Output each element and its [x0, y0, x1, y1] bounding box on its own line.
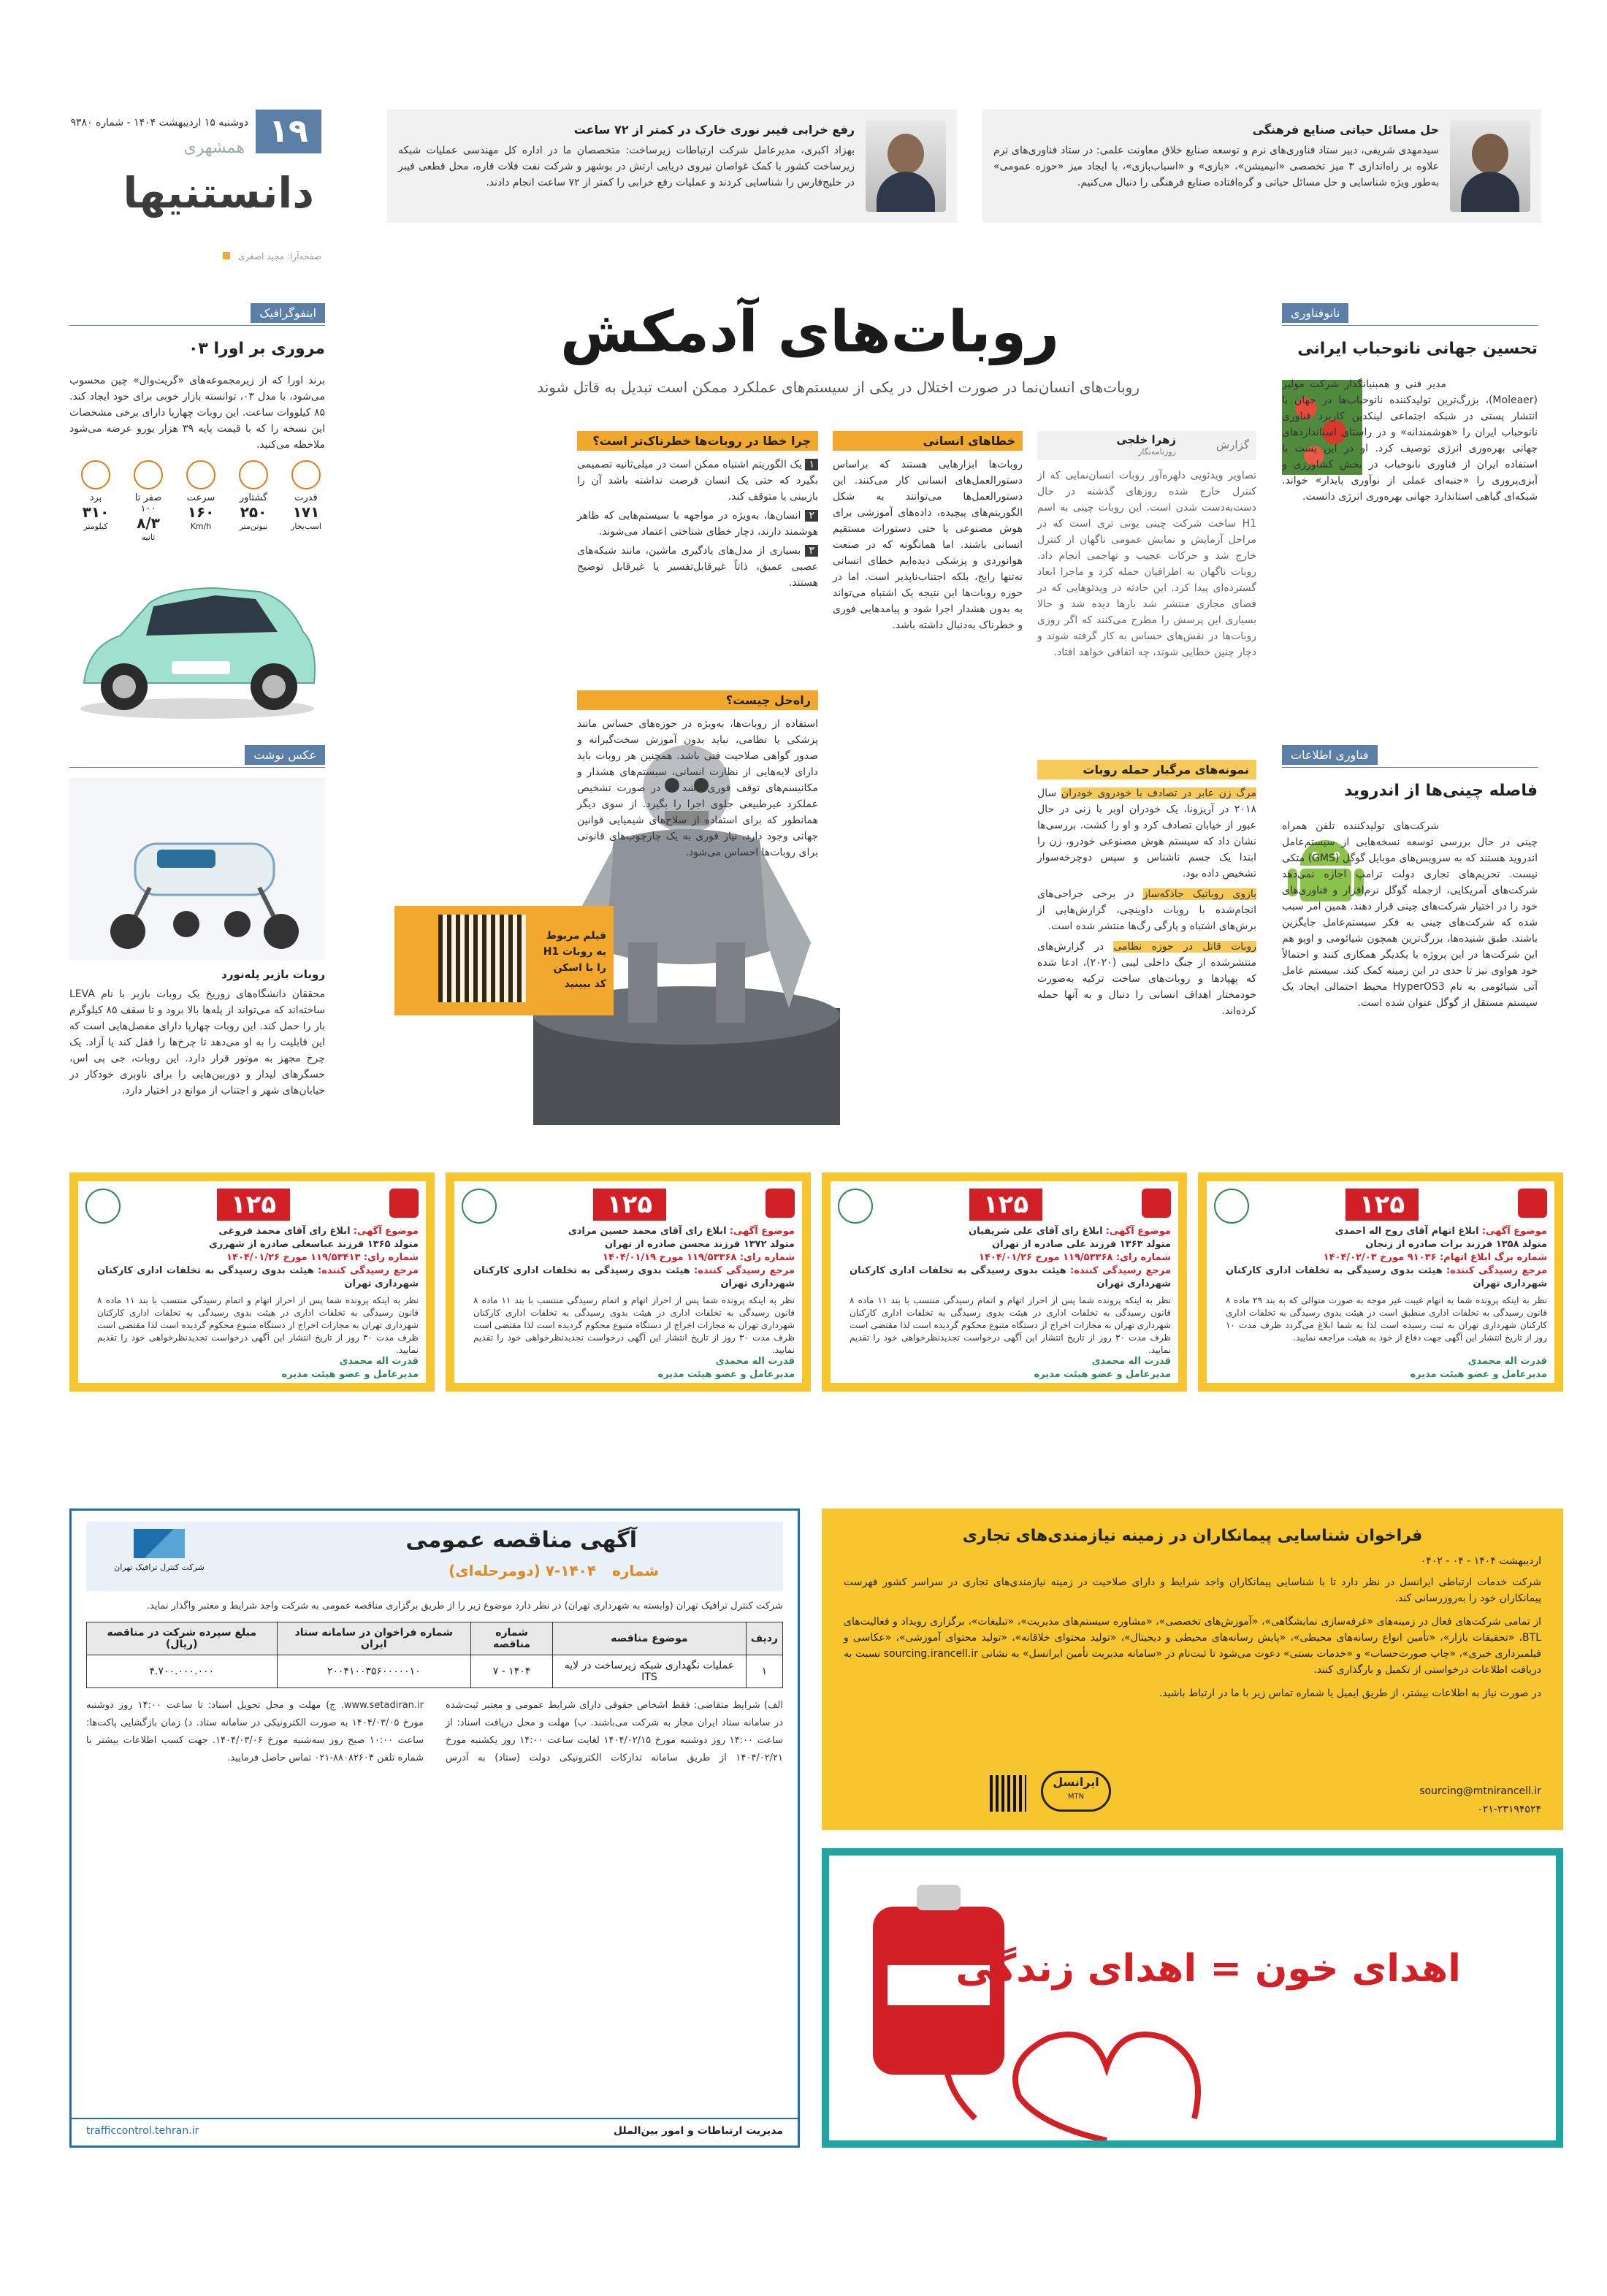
blood-donation-ad	[822, 1848, 1563, 2148]
tender-table	[86, 1622, 783, 1688]
notice-3-subject-label: موضوع آگهی:	[729, 1226, 795, 1237]
notice-4-line3: شماره رای: ۱۱۹/۵۳۴۱۳ مورخ ۱۴۰۴/۰۱/۲۶	[226, 1252, 419, 1263]
why-point-3-text: بسیاری از مدل‌های یادگیری ماشین، مانند شبکه‌های عصبی عمیق، ذاتاً غیرقابل‌تفسیر یا غیرقابل توضیح هستند.	[577, 545, 818, 589]
spec-range-value: ۳۱۰	[82, 503, 110, 521]
irancell-p2: از تمامی شرکت‌های فعال در زمینه‌های «غرفه‌سازی نمایشگاهی»، «آموزش‌های تخصصی»، «مشاوره سیستم‌های مدیریت»، «تبلیغات»، برگزاری رویداد و فعالیت‌های BTL، «تحقیقات بازار»، «تأمین انواع رسانه‌های محیطی»، «پایش رسانه‌های محیطی و دیجیتال»، «تولید محتوای خلاقانه»، «تولید محتوای آموزشی»، «عکاسی و فیلمبرداری خبری»، «چاپ صورت‌حساب» و «خدمات بستی» دعوت می‌شود تا ثبت‌نام در «سامانه مدیریت تأمین ایرانسل» به نشانی sourcing.irancell.ir نسبت به دریافت اطلاعات درخواستی از تکمیل و بارگذاری کنند.	[844, 1616, 1541, 1676]
notice-ad-3	[446, 1172, 811, 1392]
notice-2-body: نظر به اینکه پرونده شما پس از احراز اتهام و اتمام رسیدگی منتسب با بند ۱۱ ماده ۸ قانون رسیدگی به تخلفات اداری در هیئت بدوی رسیدگی به تخلفات اداری کارکنان شهرداری تهران به مجازات اخراج از دستگاه متبوع محکوم گردیده است لذا مقتضی است ظرف مدت ۳۰ روز از تاریخ انتشار این آگهی درخواست تجدیدنظرخواهی خود را تقدیم نمایید.	[850, 1295, 1171, 1355]
spec-power-value: ۱۷۱	[292, 503, 320, 521]
why-point-2-text: انسان‌ها، به‌ویژه در مواجهه با سیستم‌هایی که ظاهر هوشمند دارند، دچار خطای شناختی اعتماد می‌شوند.	[577, 510, 818, 538]
tender-cell-row: ۱	[746, 1655, 782, 1688]
main-story	[387, 292, 1256, 1125]
notice-2-number: ۱۲۵	[969, 1189, 1042, 1221]
human-errors-title: خطاهای انسانی	[833, 431, 1023, 451]
notice-2-line3: شماره رای: ۱۱۹/۵۳۳۶۸ مورخ ۱۴۰۴/۰۱/۲۶	[979, 1252, 1171, 1263]
notice-4-subject: ابلاغ رای آقای محمد فروغی	[218, 1226, 351, 1237]
tender-cell-number: ۱۴۰۴ - ۷	[471, 1655, 553, 1688]
top-news-1-body: سیدمهدی شریفی، دبیر ستاد فناوری‌های نرم و توسعه صنایع خلاق معاونت علمی: در ستاد فناوری‌های نرم علاوه بر راه‌اندازی ۳ میز تخصصی «انیمیشن»، «بازی» و «اسباب‌بازی»، با ایجاد میز «حوزه عمومی» به‌طور ویژه شناسایی و حل مسائل حیاتی و گره‌افتاده صنایع فرهنگی را دنبال می‌کنیم.	[993, 145, 1439, 188]
qr-caption: فیلم مربوط به روبات H1 را با اسکن کد ببینید	[543, 930, 606, 990]
notice-1-logo-icon	[1518, 1189, 1547, 1218]
spec-torque-unit: نیوتن‌متر	[239, 522, 268, 531]
tender-th-row: ردیف	[746, 1622, 782, 1655]
tender-footer	[72, 2118, 798, 2146]
irancell-logo-sub: MTN	[1067, 1793, 1085, 1801]
notice-2-issuer-label: مرجع رسیدگی کننده:	[1070, 1265, 1172, 1276]
tender-ad	[69, 1509, 800, 2148]
human-errors-box	[833, 431, 1023, 633]
spec-torque-label: گشتاور	[239, 492, 268, 503]
spec-range-label: برد	[89, 492, 102, 503]
notice-ad-4	[69, 1172, 435, 1392]
notice-1-number: ۱۲۵	[1345, 1189, 1419, 1221]
it-section	[1282, 745, 1538, 1154]
example-3-body: در گزارش‌های منتشرشده از جنگ داخلی لیبی (۲۰۲۰)، ادعا شده که پهپادها و روبات‌های ساخت ترکیه به‌صورت خودمختار اهداف انسانی را دنبال و به آنها حمله کرده‌اند.	[1037, 941, 1256, 1017]
notice-3-signer: قدرت اله محمدی	[715, 1356, 795, 1367]
irancell-title: فراخوان شناسایی پیمانکاران در زمینه نیازمندی‌های تجاری	[962, 1527, 1423, 1545]
irancell-p3: در صورت نیاز به اطلاعات بیشتر، از طریق ایمیل یا شماره تماس زیر با ما در ارتباط باشید.	[1159, 1687, 1541, 1699]
photo-news-body: محققان دانشگاه‌های زوریخ یک روبات بازبر با نام LEVA ساخته‌اند که می‌تواند از پله‌ها بالا برود و تا سقف ۸۵ کیلوگرم بار را حمل کند. این روبات چهارپا دارای مفصل‌هایی است که این قابلیت را به او می‌دهد تا چرخ‌ها را قفل کند یا آزاد. یک چرخ مجهز به موتور قرار دارد. این روبات، جی پی اس، حسگرهای لیدار و دوربین‌هایی را برای ناوبری خودکار در خیابان‌های شهر و اجتناب از موانع در اختیار دارد.	[69, 988, 325, 1096]
human-errors-body: روبات‌ها ابزارهایی هستند که براساس دستورالعمل‌های انسانی کار می‌کنند. این دستورالعمل‌ها می‌توانند به شکل الگوریتم‌های پیچیده، داده‌های آموزشی برای هوش مصنوعی یا حتی دستورات مستقیم انسانی باشند. اما همانگونه که در صنعت هوانوردی و پزشکی دیده‌ایم خطای انسانی نه‌تنها رایج، بلکه اجتناب‌ناپذیر است. اما در حوزه روبات‌ها این نتیجه یک اشتباه می‌تواند به بدون هشدار اجرا شود و پیامدهایی فوری و خطرناک به‌دنبال داشته باشد.	[833, 459, 1023, 631]
why-point-3: ۳ بسیاری از مدل‌های یادگیری ماشین، مانند شبکه‌های عصبی عمیق، ذاتاً غیرقابل‌تفسیر یا غیرقابل توضیح هستند.	[577, 545, 818, 589]
irancell-date: اردیبهشت ۱۴۰۴ - ۰۴ - ۰۴۰۲	[1420, 1555, 1541, 1567]
notice-3-signer-role: مدیرعامل و عضو هیئت مدیره	[657, 1369, 795, 1380]
notice-3-seal-icon	[462, 1189, 497, 1224]
tender-company-logo	[101, 1529, 218, 1584]
portrait-sharifi	[1450, 121, 1530, 212]
why-box	[577, 431, 818, 591]
qr-box	[394, 906, 614, 1015]
spec-power	[287, 460, 325, 532]
solution-title: راه‌حل چیست؟	[577, 690, 818, 710]
spec-speed	[182, 460, 220, 532]
notice-ad-1	[1198, 1172, 1563, 1392]
report-label: گزارش	[1215, 438, 1249, 451]
spec-speed-label: سرعت	[186, 492, 215, 503]
examples-box	[1037, 760, 1256, 1019]
tender-cell-subject: عملیات نگهداری شبکه زیرساخت در لایه ITS	[553, 1655, 747, 1688]
nano-tag: نانوفناوری	[1282, 303, 1348, 323]
example-1-body: سال ۲۰۱۸ در آریزونا، یک خودران اوبر با زنی در حال عبور از خیابان تصادف کرد و او را کشت. بررسی‌ها نشان داد که سیستم هوش مصنوعی خودرو، زن را ابتدا یک جسم ناشناس و سپس دوچرخه‌سوار تشخیص داده بود.	[1037, 787, 1256, 880]
spec-icons-row	[69, 460, 325, 541]
example-3-head: روبات قاتل در حوزه نظامی	[1113, 941, 1256, 953]
why-point-1: ۱ یک الگوریتم اشتباه ممکن است در میلی‌ثانیه تصمیمی بگیرد که حتی یک انسان فرصت نداشته باشد آن را بازبینی یا متوقف کند.	[577, 459, 818, 503]
notice-1-issuer-label: مرجع رسیدگی کننده:	[1446, 1265, 1548, 1276]
notice-1-seal-icon	[1214, 1189, 1249, 1224]
infographic-title: مروری بر اورا ۰۳	[188, 340, 325, 358]
photo-news-tag: عکس نوشت	[245, 745, 325, 765]
infographic-tag: اینفوگرافیک	[251, 303, 325, 323]
portrait-akbari	[866, 121, 946, 212]
example-1	[1037, 785, 1256, 882]
irancell-logo-text: ایرانسل	[1053, 1775, 1099, 1789]
report-byline	[1037, 431, 1256, 460]
tender-header	[86, 1522, 783, 1591]
spec-accel-unit: ثانیه	[141, 533, 156, 542]
tender-number: ۱۴۰۴-۷ (دومرحله‌ای)	[448, 1562, 597, 1579]
notice-2-seal-icon	[838, 1189, 873, 1224]
notice-3-body: نظر به اینکه پرونده شما پس از احراز اتهام و اتمام رسیدگی منتسب با بند ۱۱ ماده ۸ قانون رسیدگی به تخلفات اداری در هیئت بدوی رسیدگی به تخلفات اداری کارکنان شهرداری تهران به مجازات اخراج از دستگاه متبوع محکوم گردیده است لذا مقتضی است ظرف مدت ۳۰ روز از تاریخ انتشار این آگهی درخواست تجدیدنظرخواهی خود را تقدیم نمایید.	[473, 1295, 795, 1355]
example-3	[1037, 939, 1256, 1019]
tender-website[interactable]: trafficcontrol.tehran.ir	[86, 2125, 199, 2137]
stopwatch-icon	[134, 460, 163, 489]
notice-ad-2	[822, 1172, 1187, 1392]
nano-title: تحسین جهانی نانوحباب ایرانی	[1297, 340, 1538, 358]
ora-car-image	[69, 544, 325, 727]
tender-th-number: شماره مناقصه	[471, 1622, 553, 1655]
irancell-phone: ۰۲۱-۲۳۱۹۴۵۲۴	[1477, 1804, 1541, 1815]
notice-2-signer-role: مدیرعامل و عضو هیئت مدیره	[1034, 1369, 1171, 1380]
top-news-1	[982, 110, 1541, 223]
tender-intro: شرکت کنترل ترافیک تهران (وابسته به شهرداری تهران) در نظر دارد موضوع زیر را از طریق برگزاری مناقصه عمومی به شرکت واجد شرایط و معتبر واگذار نماید.	[146, 1601, 783, 1612]
notice-4-number: ۱۲۵	[217, 1189, 290, 1221]
engine-icon	[291, 460, 321, 489]
solution-body: استفاده از روبات‌ها، به‌ویژه در حوزه‌های حساس مانند پزشکی یا نظامی، نباید بدون آموزش سخت‌گیرانه و صدور گواهی صلاحیت فنی باشد. همچنین هر روبات باید دارای لایه‌هایی از نظارت انسانی، سیستم‌های هشدار و مکانیسم‌های توقف فوری باشد که در صورت تشخیص عملکرد غیرطبیعی جلوی اجرا را بگیرد. از سوی دیگر همانطور که برای استفاده از سلاح‌های شیمیایی قوانین جهانی وجود دارد، نیاز فوری به یک چارچوب‌های قانونی برای روبات‌ها احساس می‌شود.	[577, 718, 818, 858]
notice-4-line2: متولد ۱۳۶۵ فرزند عباسعلی صادره از شهرری	[208, 1239, 419, 1250]
example-2-body: در برخی جراحی‌های انجام‌شده با روبات داوینچی، گزارش‌هایی از برش‌های اشتباه و پارگی رگ‌ها منتشر شده است.	[1037, 888, 1256, 932]
examples-title: نمونه‌های مرگبار حمله روبات	[1037, 760, 1256, 779]
nano-section	[1282, 303, 1538, 741]
it-tag: فناوری اطلاعات	[1282, 745, 1378, 765]
notice-4-signer: قدرت اله محمدی	[339, 1356, 419, 1367]
main-subhead: روبات‌های انسان‌نما در صورت اختلال در یکی از سیستم‌های عملکرد ممکن است تبدیل به قاتل شوند	[537, 378, 1140, 396]
notice-2-logo-icon	[1142, 1189, 1171, 1218]
masthead	[69, 110, 321, 278]
solution-box	[577, 690, 818, 861]
notice-4-header	[97, 1225, 419, 1291]
spec-torque-value: ۲۵۰	[240, 503, 267, 521]
spec-accel-label: صفر تا ۱۰۰	[134, 492, 162, 514]
main-headline: روبات‌های آدمکش	[560, 300, 1059, 365]
notice-1-body: نظر به اینکه پرونده شما به اتهام غیبت غیر موجه به صورت متوالی که به بند ۲۹ ماده ۸ قانون رسیدگی به تخلفات اداری منطبق است در هیئت بدوی رسیدگی به تخلفات اداری کارکنان شهرداری تهران به ثبت رسیده است لذا به شما ابلاغ می‌گردد ظرف مدت ۱۰ روز از تاریخ انتشار این آگهی جهت دفاع از خود به هیئت مراجعه نمایید.	[1226, 1295, 1547, 1343]
editor-credit	[73, 248, 321, 260]
notice-4-issuer: هیئت بدوی رسیدگی به تخلفات اداری کارکنان شهرداری تهران	[97, 1265, 419, 1289]
tender-th-subject: موضوع مناقصه	[553, 1622, 747, 1655]
section-title: دانستنیها	[123, 168, 314, 218]
notice-2-subject-label: موضوع آگهی:	[1105, 1226, 1171, 1237]
top-news-2	[387, 110, 957, 223]
it-body: شرکت‌های تولیدکننده تلفن همراه چینی در حال بررسی توسعه نسخه‌هایی از سیستم‌عامل اندروید هستند که به سرویس‌های موبایل گوگل (GMS) متکی نیست. تحریم‌های تجاری دولت ترامپ اجازه نمی‌دهد شرکت‌های آمریکایی، ازجمله گوگل نرم‌افزار و فناوری‌های خود را در اختیار شرکت‌های چینی قرار دهند. همین امر سبب شده که شرکت‌های چینی به فکر سیستم‌عامل جایگزین باشند. طبق شنیده‌ها، بزرگ‌ترین همچون شیائومی و اوپو هم این شرکت‌ها در این پروژه با یکدیگر همکاری کنند و احتمالاً خود هواوی نیز تا حدی در این زمینه کمک کند. سیستم عامل آتی شیائومی به نام HyperOS3 محیط احتمالی ایجاد یک سیستم مستقل از گوگل عنوان شده است.	[1282, 820, 1538, 1009]
notice-2-issuer: هیئت بدوی رسیدگی به تخلفات اداری کارکنان شهرداری تهران	[850, 1265, 1171, 1289]
tender-th-deposit: مبلغ سپرده شرکت در مناقصه (ریال)	[87, 1622, 278, 1655]
speedometer-icon	[186, 460, 215, 489]
notice-4-signer-role: مدیرعامل و عضو هیئت مدیره	[281, 1369, 419, 1380]
road-icon	[81, 460, 110, 489]
author-name: زهرا خلجی	[1116, 433, 1176, 446]
photo-news-section	[69, 745, 325, 1125]
table-row	[87, 1655, 783, 1688]
irancell-p1: شرکت خدمات ارتباطی ایرانسل در نظر دارد تا با شناسایی پیمانکاران واجد شرایط و دارای صلاحیت در زمینه نیازمندی‌های تجاری در سراسر کشور فهرست پیمانکاران خود را به‌روزرسانی کند.	[844, 1576, 1541, 1604]
qr-code-icon	[438, 915, 526, 1002]
notice-4-body: نظر به اینکه پرونده شما پس از احراز اتهام و اتمام رسیدگی منتسب با بند ۱۱ ماده ۸ قانون رسیدگی به تخلفات اداری در هیئت بدوی رسیدگی به تخلفات اداری کارکنان شهرداری تهران به مجازات اخراج از دستگاه متبوع محکوم گردیده است لذا مقتضی است ظرف مدت ۳۰ روز از تاریخ انتشار این آگهی درخواست تجدیدنظرخواهی خود را تقدیم نمایید.	[97, 1295, 419, 1355]
blood-bag-heart-image	[829, 1856, 1556, 2140]
spec-speed-value: ۱۶۰	[187, 503, 215, 521]
irancell-email[interactable]: sourcing@mtnirancell.ir	[1419, 1785, 1541, 1797]
top-news-1-title: حل مسائل حیاتی صنایع فرهنگی	[1252, 123, 1439, 137]
spec-range	[77, 460, 115, 532]
tender-notes: الف) شرایط متقاضی: فقط اشخاص حقوقی دارای شرایط عمومی و معتبر ثبت‌شده در سامانه ستاد ایران مجاز به شرکت می‌باشند. ب) مهلت و محل دریافت اسناد: از ساعت ۱۴:۰۰ روز دوشنبه مورخ ۱۴۰۴/۰۲/۱۵ لغایت ساعت ۱۴:۰۰ روز یکشنبه مورخ ۱۴۰۴/۰۲/۲۱ از طریق سامانه تدارکات الکترونیکی دولت (ستاد) به آدرس www.setadiran.ir. ج) مهلت و محل تحویل اسناد: تا ساعت ۱۴:۰۰ روز دوشنبه مورخ ۱۴۰۴/۰۳/۰۵ به صورت الکترونیکی در سامانه ستاد. د) زمان بازگشایی پاکت‌ها: ساعت ۱۰:۰۰ صبح روز سه‌شنبه مورخ ۱۴۰۴/۰۳/۰۶. جهت کسب اطلاعات بیشتر با شماره تلفن ۸۸۰۸۲۶۰۴-۰۲۱ تماس حاصل فرمایید.	[86, 1700, 783, 1763]
notice-3-line2: متولد ۱۳۷۲ فرزند محسن صادره از تهران	[605, 1239, 795, 1250]
irancell-logo	[1041, 1771, 1111, 1812]
notice-3-subject: ابلاغ رای آقای محمد حسین مرادی	[568, 1226, 727, 1237]
example-2-head: بازوی روباتیک جاذکه‌ساز	[1142, 888, 1256, 900]
date-line: دوشنبه ۱۵ اردیبهشت ۱۴۰۴ - شماره ۹۳۸۰	[70, 117, 248, 129]
notice-3-issuer-label: مرجع رسیدگی کننده:	[694, 1265, 795, 1276]
notice-2-line2: متولد ۱۳۶۳ فرزند علی صادره از تهران	[992, 1239, 1171, 1250]
notice-1-header	[1226, 1225, 1547, 1291]
page-number: ۱۹	[256, 110, 321, 153]
notice-3-logo-icon	[766, 1189, 795, 1218]
tender-title: آگهی مناقصه عمومی	[405, 1528, 637, 1553]
main-intro: تصاویر ویدئویی دلهره‌آور روبات انسان‌نمایی که از کنترل خارج شده روزهای گذشته در حال دست‌به‌دست شدن است. این روبات چینی به اسم H1 ساخت شرکت چینی یونی تری است که در مراحل آزمایش و نمایش عمومی ناگهان از کنترل خارج شد و حرکات عجیب و تهاجمی انجام داد. روبات ناگهان به اطرافیان حمله کرد و ماجرا ابعاد گسترده‌ای پیدا کرد. این حادثه در ویدئوهایی که در فضای مجازی منتشر شد بارها دیده شد و حالا بسیاری این پرسش را مطرح می‌کنند که اگر روزی روبات‌ها در نقش‌های حساس به کار گرفته شوند و دچار چنین خطایی شوند، چه اتفاقی خواهد افتاد.	[1037, 470, 1256, 658]
infographic-section	[69, 303, 325, 741]
why-point-2: ۲ انسان‌ها، به‌ویژه در مواجهه با سیستم‌هایی که ظاهر هوشمند دارند، دچار خطای شناختی اعتماد می‌شوند.	[577, 510, 818, 538]
example-1-head: مرگ زن عابر در تصادف با خودروی خودران	[1061, 787, 1256, 799]
tender-number-row	[448, 1562, 659, 1579]
notice-3-header	[473, 1225, 795, 1291]
nano-body: مدیر فنی و همبنیانگذار شرکت مولیر (Moleaer)، بزرگ‌ترین تولیدکننده نانوحباب‌ها در جهان با انتشار پستی در شبکه اجتماعی لینکدین کاربرد فناوری نانوحباب ایران را «هوشمندانه» و در راستای استانداردهای جهانی بهره‌وری انرژی توصیف کرد. او در این پست با استفاده ایران از فناوری نانوحباب در بخش کشاورزی و آبزی‌پروری را «جنبه‌ای عملی از نوآوری پایدار» خواند. شبکه‌ای گیاهی استاندارد جهانی بهره‌وری انرژی دانست.	[1282, 378, 1538, 503]
notice-3-line3: شماره رای: ۱۱۹/۵۳۳۶۸ مورخ ۱۴۰۴/۰۱/۱۹	[603, 1252, 795, 1263]
spec-power-label: قدرت	[294, 492, 318, 503]
tender-th-setad: شماره فراخوان در سامانه ستاد ایران	[277, 1622, 471, 1655]
tender-company: شرکت کنترل ترافیک تهران	[114, 1563, 205, 1572]
tender-cell-setad: ۲۰۰۴۱۰۰۳۵۶۰۰۰۰۰۱۰	[277, 1655, 471, 1688]
traffic-logo-icon	[134, 1529, 185, 1558]
top-news-2-body: بهزاد اکبری، مدیرعامل شرکت ارتباطات زیرساخت: متخصصان ما در اداره کل مهندسی عملیات شبکه زیرساخت کشور با کمک غواصان نیروی دریایی ارتش در بوشهر و شرکت نفت فلات قاره، محل قطعی فیبر در خلیج‌فارس را شناسایی کردند و عملیات رفع خرابی را کمتر از ۷۲ ساعت انجام دادند.	[398, 145, 855, 188]
example-2	[1037, 886, 1256, 934]
why-title: چرا خطا در روبات‌ها خطرناک‌تر است؟	[577, 431, 818, 451]
tender-footer-text: مدیریت ارتباطات و امور بین‌الملل	[613, 2125, 783, 2137]
it-title: فاصله چینی‌ها از اندروید	[1344, 782, 1538, 800]
notice-1-signer: قدرت اله محمدی	[1467, 1356, 1547, 1367]
notice-4-seal-icon	[85, 1189, 121, 1224]
photo-news-title: روبات بازیر پله‌نورد	[221, 968, 325, 981]
tender-cell-deposit: ۴.۷۰۰.۰۰۰.۰۰۰	[87, 1655, 278, 1688]
notice-4-issuer-label: مرجع رسیدگی کننده:	[318, 1265, 419, 1276]
author-role: روزنامه‌نگار	[1138, 447, 1176, 457]
notice-2-header	[850, 1225, 1171, 1291]
notice-4-logo-icon	[389, 1189, 419, 1218]
notice-1-subject-label: موضوع آگهی:	[1481, 1226, 1547, 1237]
torque-icon	[239, 460, 268, 489]
paper-name: همشهری	[183, 139, 245, 157]
notice-2-signer: قدرت اله محمدی	[1091, 1356, 1171, 1367]
top-news-2-title: رفع خرابی فیبر نوری خارک در کمتر از ۷۲ ساعت	[573, 123, 855, 137]
tender-table-header	[87, 1622, 783, 1655]
spec-accel	[129, 460, 167, 543]
notice-3-number: ۱۲۵	[593, 1189, 666, 1221]
blood-slogan: اهدای خون = اهدای زندگی	[955, 1947, 1461, 1991]
notice-3-issuer: هیئت بدوی رسیدگی به تخلفات اداری کارکنان شهرداری تهران	[473, 1265, 795, 1289]
tender-number-label: شماره	[612, 1562, 659, 1579]
notice-1-subject: ابلاغ اتهام آقای روح اله احمدی	[1335, 1226, 1479, 1237]
infographic-body: برند اورا که از زیرمجموعه‌های «گریت‌وال» چین محسوب می‌شود، با مدل ۰۳، توانسته بازار خوبی برای خود ایجاد کند. ۸۵ کیلووات ساعت. این روبات چهارپا دارای برخی مشخصات این نسخه را که با قیمت پایه ۳۹ هزار یورو عرضه می‌شود ملاحظه می‌کنید.	[69, 375, 325, 451]
spec-power-unit: اسب‌بخار	[291, 522, 321, 531]
notice-2-subject: ابلاغ رای آقای علی شریفیان	[969, 1226, 1103, 1237]
notice-1-line2: متولد ۱۳۵۸ فرزند برات صادره از زنجان	[1365, 1239, 1547, 1250]
spec-speed-unit: Km/h	[190, 522, 212, 531]
why-point-1-text: یک الگوریتم اشتباه ممکن است در میلی‌ثانیه تصمیمی بگیرد که حتی یک انسان فرصت نداشته باشد آن را بازبینی یا متوقف کند.	[577, 459, 818, 503]
notice-4-subject-label: موضوع آگهی:	[353, 1226, 419, 1237]
editor-name: صفحه‌آرا: مجید اصغری	[238, 251, 321, 262]
irancell-ad	[822, 1509, 1563, 1830]
leva-robot-image	[69, 778, 325, 961]
notice-1-line3: شماره برگ ابلاغ اتهام: ۹۱۰۳۶ مورخ ۱۴۰۴/۰۲/۰۳	[1323, 1252, 1547, 1263]
irancell-qr-icon	[990, 1775, 1026, 1812]
notice-1-issuer: هیئت بدوی رسیدگی به تخلفات اداری کارکنان شهرداری تهران	[1226, 1265, 1547, 1289]
spec-torque	[234, 460, 272, 532]
spec-range-unit: کیلومتر	[83, 522, 108, 531]
spec-accel-value: ۸/۳	[137, 514, 160, 532]
notice-1-signer-role: مدیرعامل و عضو هیئت مدیره	[1410, 1369, 1547, 1380]
